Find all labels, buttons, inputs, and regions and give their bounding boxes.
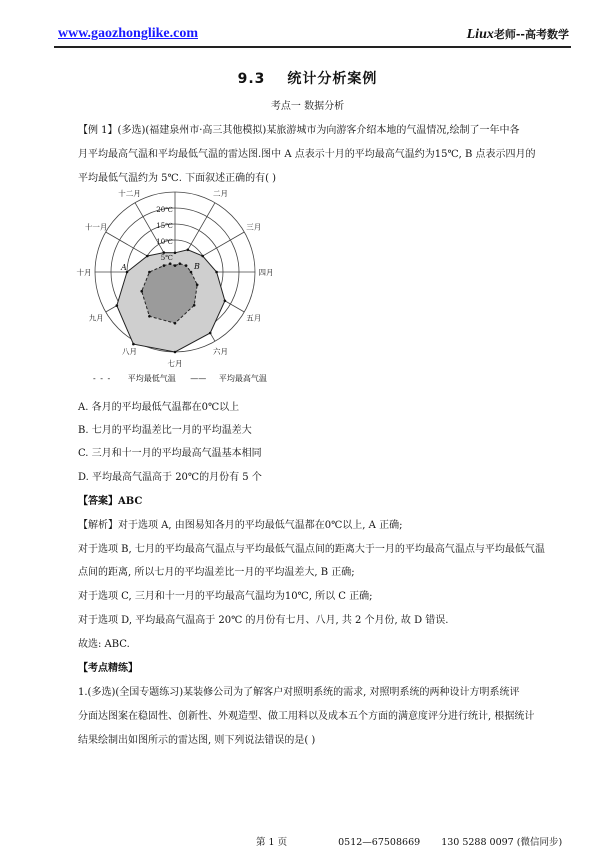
- legend-dash-symbol: - - -: [93, 374, 112, 383]
- legend-low-label: 平均最低气温: [127, 374, 176, 383]
- point-high-1: [174, 252, 177, 255]
- option-d: D. 平均最高气温高于 20℃的月份有 5 个: [78, 472, 262, 483]
- legend-solid-symbol: ——: [190, 374, 207, 383]
- analysis-line-2: 对于选项 B, 七月的平均最高气温点与平均最低气温点间的距离大于一月的平均最高气温点与平均最低气温: [78, 544, 545, 555]
- radar-chart: [60, 187, 290, 387]
- practice-line-3: 结果绘制出如图所示的雷达图, 则下列说法错误的是( ): [78, 735, 316, 746]
- page-header: [58, 24, 569, 48]
- point-high-8: [132, 343, 135, 346]
- month-label-12: 十二月: [118, 189, 141, 199]
- ring-label-1: 5℃: [160, 254, 173, 262]
- month-label-5: 五月: [246, 313, 262, 323]
- point-low-7: [174, 322, 177, 325]
- contact-mobile: 130 5288 0097 (微信同步): [441, 837, 563, 848]
- point-low-11: [163, 264, 166, 267]
- ring-label-4: 20℃: [156, 206, 173, 214]
- point-low-6: [193, 304, 196, 307]
- month-label-2: 二月: [213, 189, 228, 199]
- example-line-3: 平均最低气温约为 5℃. 下面叙述正确的有( ): [78, 173, 277, 184]
- point-high-6: [209, 332, 212, 335]
- answer: 【答案】ABC: [78, 496, 143, 507]
- month-label-7: 七月: [167, 359, 183, 368]
- month-label-6: 六月: [213, 346, 228, 356]
- option-c: C. 三月和十一月的平均最高气温基本相同: [78, 448, 262, 459]
- point-high-3: [201, 255, 204, 258]
- point-low-10: [148, 271, 151, 274]
- point-low-2: [179, 262, 182, 265]
- option-b: B. 七月的平均温差比一月的平均温差大: [78, 425, 252, 436]
- point-high-5: [224, 300, 227, 303]
- option-a: A. 各月的平均最低气温都在0℃以上: [78, 402, 240, 413]
- point-high-2: [187, 249, 190, 252]
- brand-subtitle: 老师--高考数学: [493, 28, 569, 41]
- page-title: [0, 68, 615, 88]
- brand-name: Liux: [466, 27, 494, 42]
- analysis-line-1: 【解析】对于选项 A, 由图易知各月的平均最低气温都在0℃以上, A 正确;: [78, 520, 403, 531]
- point-low-5: [196, 284, 199, 287]
- subtitle: 考点一 数据分析: [270, 101, 345, 112]
- radar-series: [116, 249, 227, 354]
- chart-legend: [93, 373, 267, 384]
- point-high-7: [174, 351, 177, 354]
- point-low-12: [169, 262, 172, 265]
- point-high-11: [146, 255, 149, 258]
- page-footer: [256, 834, 580, 848]
- month-label-4: 四月: [258, 268, 274, 277]
- example-line-2: 月平均最高气温和平均最低气温的雷达图.图中 A 点表示十月的平均最高气温约为15℃, B 点表示四月的: [78, 149, 536, 160]
- point-high-4: [215, 271, 218, 274]
- page-number: 第 1 页: [256, 837, 288, 848]
- header-brand: [467, 26, 569, 43]
- ring-label-2: 10℃: [156, 238, 173, 246]
- section-title: 统计分析案例: [287, 71, 378, 87]
- practice-line-1: 1.(多选)(全国专题练习)某装修公司为了解客户对照明系统的需求, 对照明系统的两种设计方明系统评: [78, 687, 520, 698]
- point-low-3: [185, 264, 188, 267]
- header-rule: [54, 46, 571, 48]
- practice-line-2: 分面达图案在稳固性、创新性、外观造型、做工用料以及成本五个方面的满意度评分进行统计, 根据统计: [78, 711, 535, 722]
- legend-high-label: 平均最高气温: [218, 374, 267, 383]
- point-low-9: [140, 290, 143, 293]
- point-low-1: [174, 264, 177, 267]
- month-label-3: 三月: [246, 222, 262, 232]
- month-label-8: 八月: [122, 346, 137, 356]
- point-label-a: A: [121, 263, 127, 272]
- practice-heading: 【考点精练】: [78, 663, 138, 674]
- point-low-4: [190, 271, 193, 274]
- ring-label-3: 15℃: [156, 222, 173, 230]
- point-label-b: B: [194, 262, 200, 271]
- analysis-line-5: 对于选项 D, 平均最高气温高于 20℃ 的月份有七月、八月, 共 2 个月份, 故 D 错误.: [78, 615, 449, 626]
- month-label-10: 十月: [76, 268, 92, 277]
- point-high-9: [116, 304, 119, 307]
- analysis-line-4: 对于选项 C, 三月和十一月的平均最高气温均为10℃, 所以 C 正确;: [78, 591, 373, 602]
- website-link[interactable]: www.gaozhonglike.com: [58, 26, 198, 41]
- example-line-1: 【例 1】(多选)(福建泉州市·高三其他模拟)某旅游城市为向游客介绍本地的气温情况,绘制了一年中各: [78, 125, 520, 136]
- analysis-line-3: 点间的距离, 所以七月的平均温差比一月的平均温差大, B 正确;: [78, 567, 355, 578]
- point-low-8: [148, 315, 151, 318]
- month-label-9: 九月: [88, 313, 104, 323]
- section-number: 9.3: [237, 71, 266, 87]
- analysis-line-6: 故选: ABC.: [78, 639, 130, 650]
- month-label-11: 十一月: [84, 222, 108, 232]
- contact-phone: 0512—67508669: [338, 837, 421, 848]
